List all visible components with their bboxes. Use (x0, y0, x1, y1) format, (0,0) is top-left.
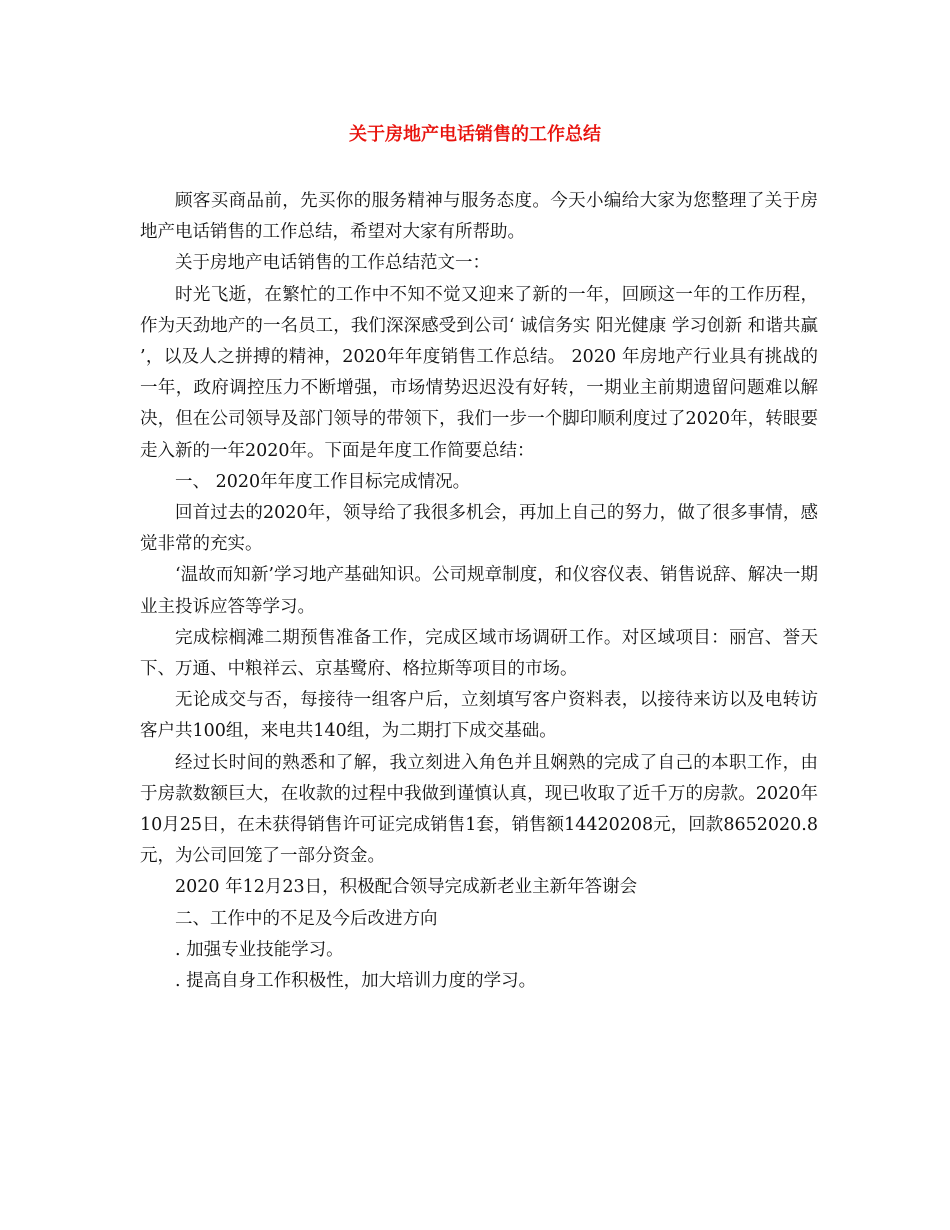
document-title: 关于房地产电话销售的工作总结 (349, 124, 601, 145)
paragraph-presale: 完成棕榈滩二期预售准备工作，完成区域市场调研工作。对区域项目：丽宫、誉天下、万通、中粮祥云、京基鹭府、格拉斯等项目的市场。 (140, 627, 818, 680)
paragraph-thanks-event: 2020 年12月23日，积极配合领导完成新老业主新年答谢会 (175, 877, 638, 898)
list-item-skills: . 加强专业技能学习。 (175, 939, 344, 960)
paragraph-intro: 顾客买商品前，先买你的服务精神与服务态度。今天小编给大家为您整理了关于房地产电话销售的工作总结，希望对大家有所帮助。 (140, 191, 818, 243)
paragraph-learning: ‘温故而知新’学习地产基础知识。公司规章制度，和仪容仪表、销售说辞、解决一期业主投诉应答等学习。 (140, 565, 818, 617)
paragraph-payments: 经过长时间的熟悉和了解，我立刻进入角色并且娴熟的完成了自己的本职工作，由于房款数额巨大，在收款的过程中我做到谨慎认真，现已收取了近千万的房款。2020年10月25日，在未获得销售许可证完成销售1套，销售额14420208元，回款8652020.8元，为公司回笼了一部分资金。 (140, 752, 818, 867)
paragraph-clients: 无论成交与否，每接待一组客户后，立刻填写客户资料表，以接待来访以及电转访客户共100组，来电共140组，为二期打下成交基础。 (140, 690, 818, 742)
paragraph-sample-heading: 关于房地产电话销售的工作总结范文一： (175, 253, 490, 274)
section-heading-goals: 一、 2020年年度工作目标完成情况。 (175, 471, 471, 492)
section-heading-improvements: 二、工作中的不足及今后改进方向 (175, 908, 438, 929)
paragraph-looking-back: 回首过去的2020年，领导给了我很多机会，再加上自己的努力，做了很多事情，感觉非常的充实。 (140, 503, 818, 555)
paragraph-year-review: 时光飞逝，在繁忙的工作中不知不觉又迎来了新的一年，回顾这一年的工作历程，作为天劲地产的一名员工，我们深深感受到公司‘ 诚信务实 阳光健康 学习创新 和谐共赢 ’，以及人之拼搏的精神，2020年年度销售工作总结。 2020 年房地产行业具有挑战的一年，政府调控压力不断增强，市场情势迟迟没有好转，一期业主前期遗留问题难以解决，但在公司领导及部门领导的带领下，我们一步一个脚印顺利度过了2020年，转眼要走入新的一年2020年。下面是年度工作简要总结： (140, 284, 818, 461)
document-body (140, 186, 818, 997)
list-item-motivation: . 提高自身工作积极性，加大培训力度的学习。 (175, 971, 537, 992)
